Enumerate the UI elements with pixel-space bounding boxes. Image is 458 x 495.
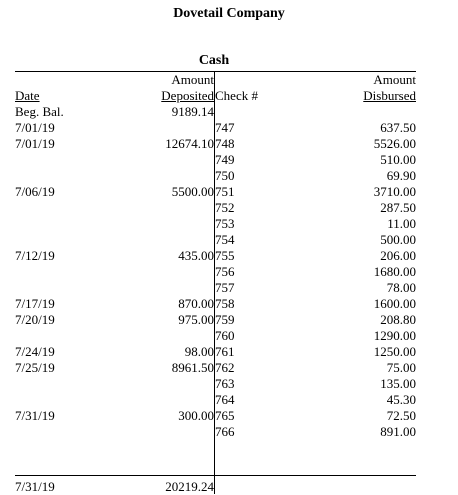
row-disbursed: 891.00 — [380, 424, 416, 439]
ledger-row — [0, 376, 458, 392]
row-disbursed: 69.90 — [386, 168, 416, 183]
row-deposit: 12674.10 — [165, 136, 214, 151]
row-check: 763 — [215, 376, 235, 391]
row-disbursed: 135.00 — [380, 376, 416, 391]
row-date: 7/20/19 — [15, 312, 55, 327]
ledger-row — [0, 408, 458, 424]
row-disbursed: 208.80 — [380, 312, 416, 327]
row-disbursed: 1250.00 — [373, 344, 416, 359]
ledger-row — [0, 120, 458, 136]
row-check: 757 — [215, 280, 235, 295]
row-disbursed: 287.50 — [380, 200, 416, 215]
company-title: Dovetail Company — [173, 6, 285, 21]
row-check: 750 — [215, 168, 235, 183]
row-disbursed: 1680.00 — [373, 264, 416, 279]
row-check: 758 — [215, 296, 235, 311]
ledger-row — [0, 296, 458, 312]
row-disbursed: 3710.00 — [373, 184, 416, 199]
header-check-number: Check # — [215, 88, 258, 103]
ending-balance: 20219.24 — [165, 479, 214, 494]
ledger-row — [0, 200, 458, 216]
ledger-row — [0, 232, 458, 248]
row-deposit: 5500.00 — [171, 184, 214, 199]
row-date: 7/25/19 — [15, 360, 55, 375]
row-disbursed: 206.00 — [380, 248, 416, 263]
row-check: 762 — [215, 360, 235, 375]
ledger-row — [0, 184, 458, 200]
row-check: 760 — [215, 328, 235, 343]
ledger-row — [0, 392, 458, 408]
row-check: 747 — [215, 120, 235, 135]
ledger-row — [0, 424, 458, 440]
ledger-row — [0, 168, 458, 184]
row-check: 765 — [215, 408, 235, 423]
ledger-row — [0, 248, 458, 264]
account-title: Cash — [198, 53, 230, 68]
row-disbursed: 78.00 — [386, 280, 416, 295]
ledger-row — [0, 264, 458, 280]
row-date: 7/01/19 — [15, 120, 55, 135]
row-date: 7/17/19 — [15, 296, 55, 311]
row-check: 749 — [215, 152, 235, 167]
row-date: 7/24/19 — [15, 344, 55, 359]
row-deposit: 9189.14 — [171, 104, 214, 119]
row-disbursed: 75.00 — [386, 360, 416, 375]
row-deposit: 98.00 — [184, 344, 214, 359]
row-disbursed: 11.00 — [387, 216, 416, 231]
ledger-row — [0, 280, 458, 296]
row-check: 753 — [215, 216, 235, 231]
row-check: 764 — [215, 392, 235, 407]
row-disbursed: 1290.00 — [373, 328, 416, 343]
ledger-row — [0, 216, 458, 232]
header-amount-left: Amount — [171, 72, 214, 87]
row-check: 755 — [215, 248, 235, 263]
row-date: 7/06/19 — [15, 184, 55, 199]
row-disbursed: 45.30 — [386, 392, 416, 407]
row-date: 7/01/19 — [15, 136, 55, 151]
total-rule — [15, 475, 416, 476]
row-check: 754 — [215, 232, 235, 247]
ledger-row — [0, 312, 458, 328]
row-date: 7/12/19 — [15, 248, 55, 263]
header-deposited: Deposited — [161, 88, 214, 103]
header-date: Date — [15, 88, 40, 103]
ledger-row — [0, 328, 458, 344]
row-disbursed: 1600.00 — [373, 296, 416, 311]
ending-date: 7/31/19 — [15, 479, 55, 494]
row-check: 752 — [215, 200, 235, 215]
row-disbursed: 5526.00 — [373, 136, 416, 151]
ledger-row — [0, 136, 458, 152]
row-check: 761 — [215, 344, 235, 359]
row-disbursed: 637.50 — [380, 120, 416, 135]
ledger-row — [0, 104, 458, 120]
header-amount-right: Amount — [373, 72, 416, 87]
row-check: 748 — [215, 136, 235, 151]
row-deposit: 435.00 — [178, 248, 214, 263]
row-disbursed: 500.00 — [380, 232, 416, 247]
row-date: Beg. Bal. — [15, 104, 64, 119]
ledger-row — [0, 344, 458, 360]
row-disbursed: 72.50 — [386, 408, 416, 423]
row-check: 751 — [215, 184, 235, 199]
row-check: 759 — [215, 312, 235, 327]
row-deposit: 300.00 — [178, 408, 214, 423]
ledger-row — [0, 152, 458, 168]
row-check: 756 — [215, 264, 235, 279]
row-disbursed: 510.00 — [380, 152, 416, 167]
row-deposit: 8961.50 — [171, 360, 214, 375]
ledger-rows — [0, 104, 458, 440]
row-date: 7/31/19 — [15, 408, 55, 423]
header-disbursed: Disbursed — [363, 88, 416, 103]
row-deposit: 870.00 — [178, 296, 214, 311]
row-check: 766 — [215, 424, 235, 439]
ledger-row — [0, 360, 458, 376]
row-deposit: 975.00 — [178, 312, 214, 327]
